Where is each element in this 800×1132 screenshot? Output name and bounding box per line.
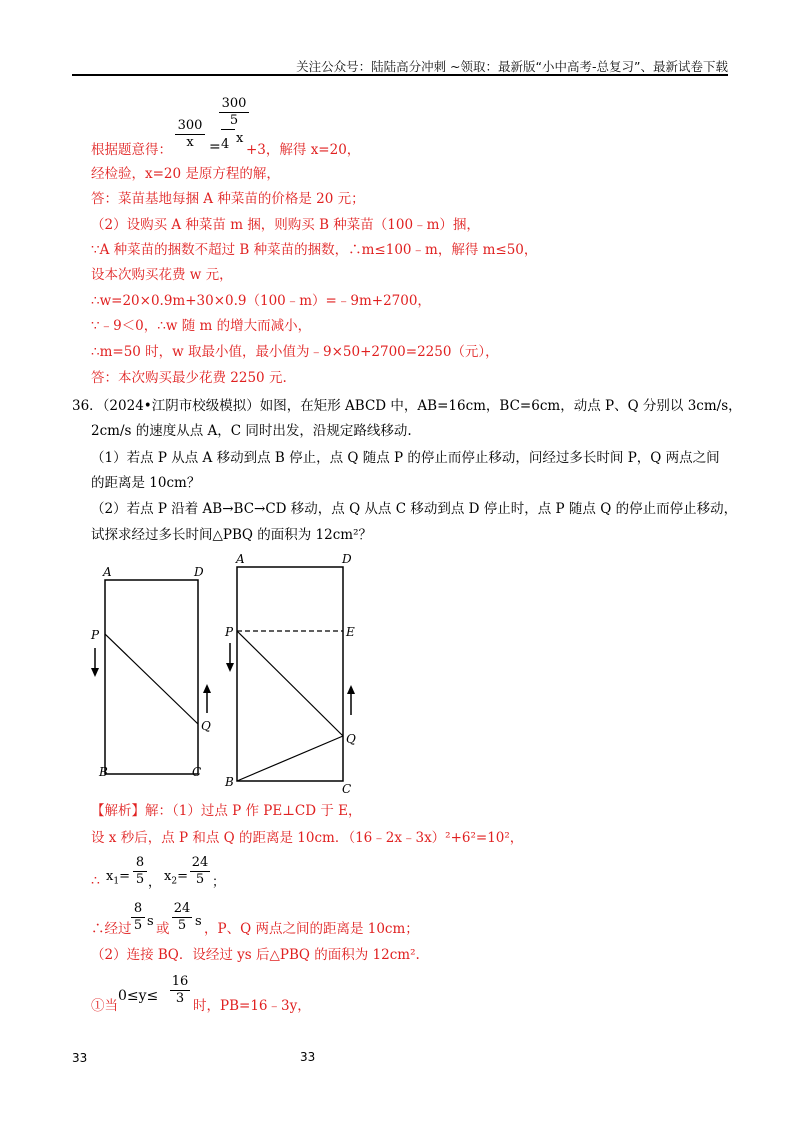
figure-2-rectangle [237, 567, 343, 781]
fraction-b-inner-num: 5 [229, 113, 239, 128]
header-rule [72, 74, 728, 76]
fraction-b [219, 97, 249, 131]
x1-den: 5 [135, 872, 145, 887]
figure-2-arrowhead-up [347, 685, 355, 694]
solution-line-3: 答：菜苗基地每捆 A 种菜苗的价格是 20 元； [91, 191, 365, 207]
equation-prefix: 根据题意得： [91, 142, 172, 158]
solution-line-2: 经检验，x=20 是原方程的解， [91, 166, 280, 182]
figure-2-label-d: D [342, 552, 352, 566]
figure-2 [224, 552, 356, 796]
t1-fraction [131, 902, 145, 933]
solution-line-6: 设本次购买花费 w 元， [91, 267, 233, 283]
fraction-a-num: 300 [177, 118, 203, 133]
figure-1-label-b: B [99, 765, 108, 779]
x1-fraction [133, 856, 147, 887]
figure-1-label-d: D [194, 565, 204, 579]
y-den: 3 [175, 991, 185, 1006]
x2-equals: = [177, 869, 188, 884]
x2-semicolon: ； [212, 875, 226, 890]
analysis-line-1: 【解析】解：（1）过点 P 作 PE⊥CD 于 E， [91, 803, 362, 819]
fraction-b-num: 300 [221, 96, 247, 111]
t2-fraction [172, 902, 192, 933]
figure-2-label-a: A [236, 552, 245, 566]
page-number-center: 33 [300, 1050, 316, 1064]
figure-2-label-c: C [342, 782, 352, 796]
analysis-therefore: ∴ [91, 873, 100, 889]
solution-line-4: （2）设购买 A 种菜苗 m 捆，则购买 B 种菜苗（100﹣m）捆， [91, 217, 480, 233]
t1-num: 8 [133, 901, 143, 916]
t1-den: 5 [133, 918, 143, 933]
geometry-figures [80, 550, 380, 800]
problem-36-line-2: 2cm/s 的速度从点 A，C 同时出发，沿规定路线移动. [91, 423, 412, 439]
x1-num: 8 [135, 855, 145, 870]
figure-2-label-e: E [346, 625, 355, 639]
x1-label [106, 869, 130, 887]
problem-36-line-3: （1）若点 P 从点 A 移动到点 B 停止，点 Q 随点 P 的停止而停止移动，问经过多长时间 P，Q 两点之间 [91, 450, 720, 466]
x2-subscript: 2 [171, 876, 178, 887]
x1-equals: = [119, 869, 130, 884]
fraction-b-inner-den: 4 [221, 137, 230, 152]
t2-den: 5 [177, 918, 187, 933]
fraction-a-den: x [186, 135, 194, 150]
fraction-a [175, 119, 205, 150]
solution-line-9: ∴m=50 时，w 取最小值，最小值为﹣9×50+2700=2250（元）， [91, 344, 499, 360]
figure-1-segment-pq [105, 634, 198, 724]
problem-36-line-5: （2）若点 P 沿着 AB→BC→CD 移动，点 Q 从点 C 移动到点 D 停止时，点 P 随点 Q 的停止而停止移动， [91, 501, 738, 517]
y-fraction [170, 975, 190, 1006]
analysis-line-6-prefix: ①当 [91, 998, 118, 1014]
figure-2-label-b: B [225, 775, 234, 789]
x2-label [164, 869, 188, 887]
problem-36-line-4: 的距离是 10cm？ [91, 475, 201, 491]
figure-1 [90, 565, 211, 779]
analysis-line-5: （2）连接 BQ．设经过 ys 后△PBQ 的面积为 12cm². [91, 947, 420, 963]
y-num: 16 [171, 974, 189, 989]
equals-sign: = [209, 139, 221, 155]
problem-36-line-6: 试探求经过多长时间△PBQ 的面积为 12cm²？ [91, 527, 372, 543]
figure-1-arrowhead-down [91, 668, 99, 677]
figure-1-rectangle [105, 580, 198, 774]
figure-1-label-q: Q [201, 719, 211, 733]
page-number-left: 33 [72, 1051, 88, 1065]
figure-2-arrowhead-down [226, 663, 234, 672]
page-header: 关注公众号：陆陆高分冲刺 ~领取：最新版“小中高考-总复习”、最新试卷下载 [296, 59, 728, 74]
figure-1-label-c: C [192, 765, 202, 779]
fraction-b-inner-bar [221, 129, 235, 130]
inequality: 0≤y≤ [118, 988, 159, 1004]
analysis-line-4-prefix: ∴经过 [91, 921, 132, 937]
x2-var: x [164, 869, 172, 884]
figure-2-segment-pq [237, 631, 343, 736]
x1-subscript: 1 [113, 876, 120, 887]
solution-line-5: ∵A 种菜苗的捆数不超过 B 种菜苗的捆数，∴m≤100﹣m，解得 m≤50， [91, 242, 538, 258]
x1-var: x [106, 869, 114, 884]
x2-den: 5 [195, 872, 205, 887]
t1-unit: s [147, 914, 154, 929]
figure-1-label-p: P [91, 628, 100, 642]
t2-unit: s [195, 914, 202, 929]
figure-1-label-a: A [103, 565, 112, 579]
analysis-line-6-suffix: 时，PB=16﹣3y， [193, 998, 311, 1014]
figure-2-label-p: P [225, 625, 234, 639]
figure-2-label-q: Q [346, 732, 356, 746]
x2-fraction [190, 856, 210, 887]
problem-36-line-1: 36．（2024•江阴市校级模拟）如图，在矩形 ABCD 中，AB=16cm，BC=6cm，动点 P、Q 分别以 3cm/s， [72, 398, 742, 414]
equation-suffix: +3，解得 x=20， [246, 142, 361, 158]
x1-comma: ， [148, 875, 162, 890]
figure-2-segment-bq [237, 736, 343, 781]
analysis-line-4-suffix: ，P、Q 两点之间的距离是 10cm； [204, 921, 419, 937]
x2-num: 24 [191, 855, 209, 870]
analysis-or: 或 [156, 921, 170, 937]
analysis-line-2: 设 x 秒后，点 P 和点 Q 的距离是 10cm．（16﹣2x﹣3x）²+6²=10²， [91, 830, 524, 846]
solution-line-8: ∵﹣9＜0，∴w 随 m 的增大而减小， [91, 318, 312, 334]
figure-1-arrowhead-up [203, 684, 211, 693]
solution-line-7: ∴w=20×0.9m+30×0.9（100﹣m）=﹣9m+2700， [91, 293, 431, 309]
solution-line-10: 答：本次购买最少花费 2250 元. [91, 370, 287, 386]
t2-num: 24 [173, 901, 191, 916]
fraction-b-den-var: x [236, 131, 244, 146]
